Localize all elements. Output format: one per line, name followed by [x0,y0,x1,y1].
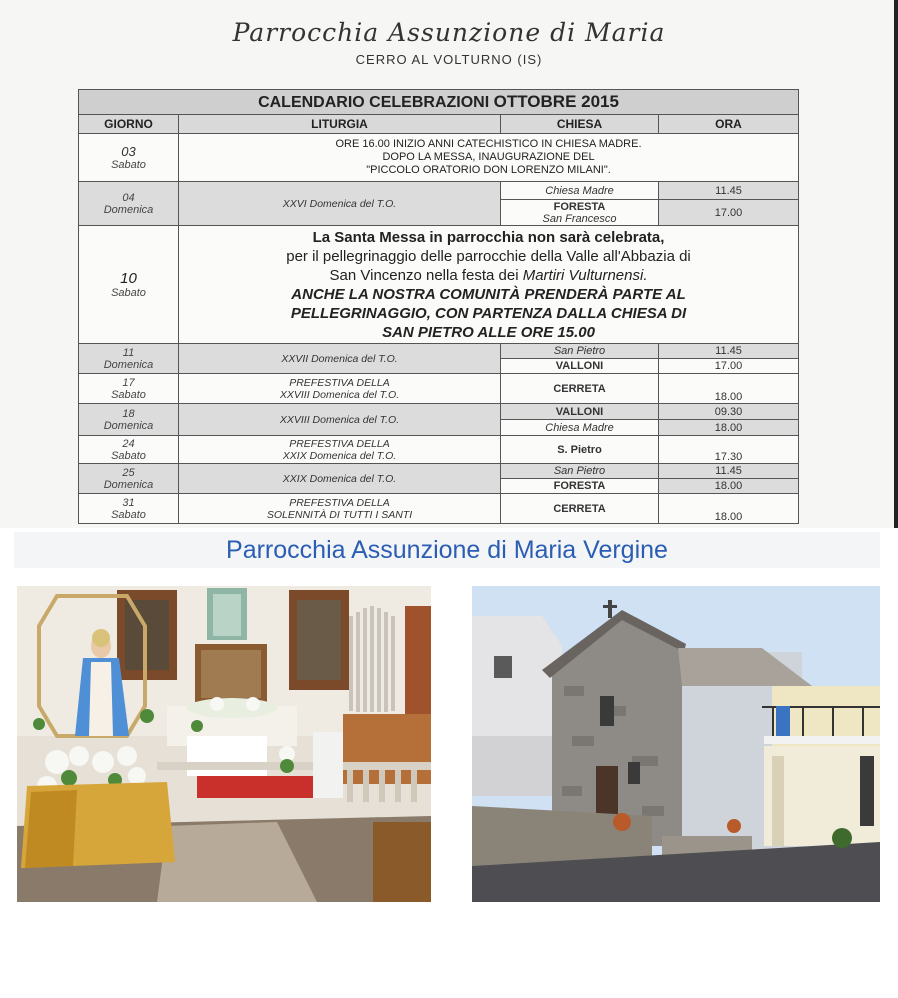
col-day: GIORNO [79,115,179,134]
day03-notice: ORE 16.00 INIZIO ANNI CATECHISTICO IN CHIESA MADRE. DOPO LA MESSA, INAUGURAZIONE DEL "PICCOLO ORATORIO DON LORENZO MILANI". [179,134,799,182]
parish-place: CERRO AL VOLTURNO (IS) [355,52,543,67]
table-row: Chiesa Madre 18.00 [79,420,799,436]
celebrations-table [78,89,799,524]
col-liturgy: LITURGIA [179,115,501,134]
day-cell: 25 Domenica [79,464,179,494]
church-interior-photo [17,586,431,902]
day-cell: 24 Sabato [79,436,179,464]
col-church: CHIESA [501,115,659,134]
table-row: 17 Sabato PREFESTIVA DELLA XXVIII Domenica del T.O. CERRETA 18.00 [79,374,799,404]
table-row: 04 Domenica XXVI Domenica del T.O. Chiesa Madre 11.45 [79,182,799,200]
table-row: 25 Domenica XXIX Domenica del T.O. San Pietro 11.45 [79,464,799,479]
church-exterior-photo [472,586,880,902]
scan-edge [894,0,898,528]
table-row: 18 Domenica XXVIII Domenica del T.O. VALLONI 09.30 [79,404,799,420]
day-cell: 18 Domenica [79,404,179,436]
day-cell: 17 Sabato [79,374,179,404]
table-row [79,226,799,344]
day-cell: 10 Sabato [79,226,179,344]
subtitle-banner: Parrocchia Assunzione di Maria Vergine [14,532,880,568]
table-row: FORESTA San Francesco 17.00 [79,200,799,226]
day-cell: 11 Domenica [79,344,179,374]
table-row: VALLONI 17.00 [79,359,799,374]
col-time: ORA [659,115,799,134]
calendar-title: CALENDARIO CELEBRAZIONI OTTOBRE 2015 [79,90,799,115]
table-row: FORESTA 18.00 [79,479,799,494]
parish-title: Parrocchia Assunzione di Maria [232,18,666,47]
day-cell: 31 Sabato [79,494,179,524]
day-cell: 03 Sabato [79,134,179,182]
table-row: 24 Sabato PREFESTIVA DELLA XXIX Domenica del T.O. S. Pietro 17.30 [79,436,799,464]
table-row: 31 Sabato PREFESTIVA DELLA SOLENNITÀ DI TUTTI I SANTI CERRETA 18.00 [79,494,799,524]
table-header [79,115,799,134]
day10-notice: La Santa Messa in parrocchia non sarà celebrata, per il pellegrinaggio delle parrocchie della Valle all'Abbazia di San Vincenzo nella festa dei Martiri Vulturnensi. ANCHE LA NOSTRA COMUNITÀ PRENDERÀ PARTE AL PELLEGRINAGGIO, CON PARTENZA DALLA CHIESA DI SAN PIETRO ALLE ORE 15.00 [179,226,799,344]
table-row: 11 Domenica XXVII Domenica del T.O. San Pietro 11.45 [79,344,799,359]
day-cell: 04 Domenica [79,182,179,226]
table-row [79,134,799,182]
